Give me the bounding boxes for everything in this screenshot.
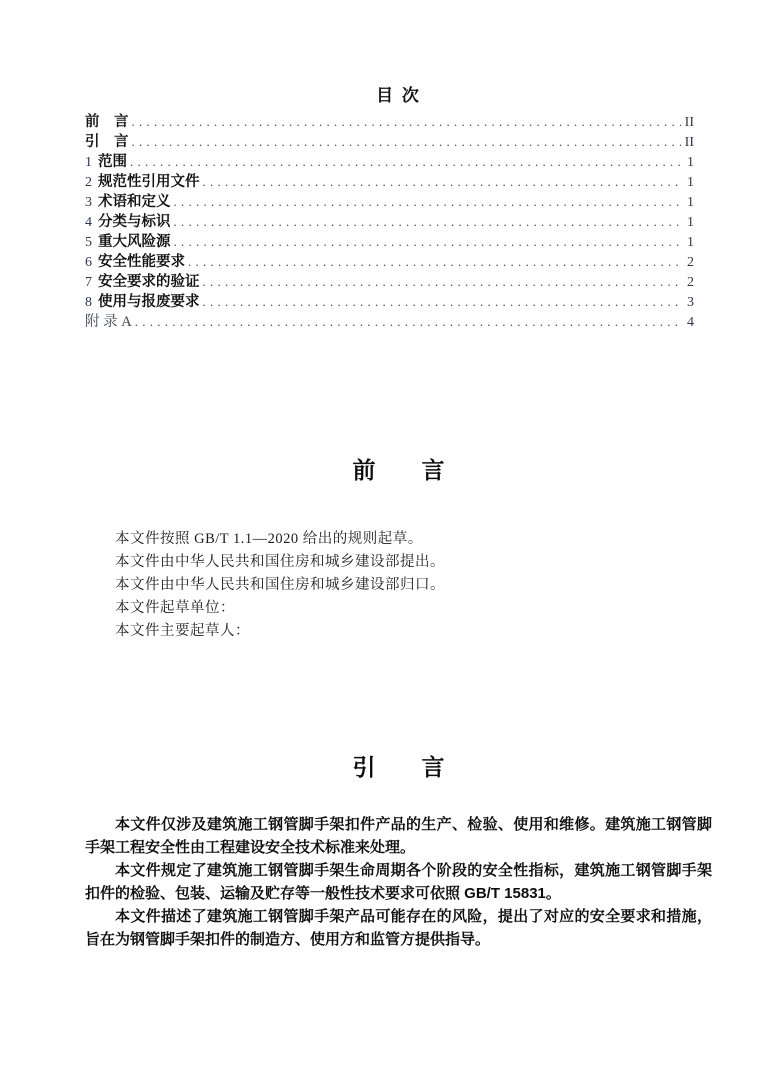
toc-entry-number: 7 — [85, 275, 92, 290]
toc-entry-number: 1 — [85, 155, 92, 170]
toc-entry — [85, 212, 694, 232]
toc-entry — [85, 312, 694, 332]
toc-entry-page: 1 — [687, 155, 694, 170]
toc-entry-label: 范围 — [98, 154, 127, 170]
toc-leader-dots — [188, 252, 683, 272]
introduction-paragraphs — [85, 813, 712, 951]
toc-leader-dots — [203, 172, 684, 192]
toc-entry-number: 3 — [85, 195, 92, 210]
toc-entry-number: 5 — [85, 235, 92, 250]
toc-entry — [85, 272, 694, 292]
toc-entry-label: 安全要求的验证 — [98, 274, 200, 290]
toc-entry-page: 1 — [687, 195, 694, 210]
toc-entry-page: 1 — [687, 215, 694, 230]
toc-entry-page: 3 — [687, 295, 694, 310]
toc-entry-page: 2 — [687, 255, 694, 270]
toc-entry-number: 2 — [85, 175, 92, 190]
toc-entry-label: 重大风险源 — [98, 234, 171, 250]
foreword-title: 前 言 — [352, 457, 445, 483]
toc-entry-page: 1 — [687, 175, 694, 190]
introduction-paragraph: 本文件仅涉及建筑施工钢管脚手架扣件产品的生产、检验、使用和维修。建筑施工钢管脚手架工程安全性由工程建设安全技术标准来处理。 — [85, 816, 712, 856]
toc-leader-dots — [203, 272, 684, 292]
toc-entry — [85, 152, 694, 172]
toc-entry-number: 8 — [85, 295, 92, 310]
toc-leader-dots — [132, 112, 681, 132]
toc-title: 目 次 — [376, 86, 421, 105]
toc-entry — [85, 112, 694, 132]
toc-entry-number: 4 — [85, 215, 92, 230]
introduction-paragraph: 本文件描述了建筑施工钢管脚手架产品可能存在的风险，提出了对应的安全要求和措施，旨在为钢管脚手架扣件的制造方、使用方和监管方提供指导。 — [85, 908, 712, 948]
toc-leader-dots — [174, 192, 684, 212]
toc-leader-dots — [174, 212, 684, 232]
toc-entry — [85, 232, 694, 252]
toc-entry-label: 使用与报废要求 — [98, 294, 200, 310]
toc-list — [85, 112, 712, 332]
foreword-line: 本文件由中华人民共和国住房和城乡建设部提出。 — [115, 554, 445, 570]
toc-entry — [85, 252, 694, 272]
toc-entry — [85, 172, 694, 192]
toc-entry — [85, 132, 694, 152]
toc-entry — [85, 292, 694, 312]
toc-entry-number: 6 — [85, 255, 92, 270]
foreword-line: 本文件由中华人民共和国住房和城乡建设部归口。 — [115, 577, 445, 593]
toc-entry-page: II — [684, 135, 694, 150]
toc-entry-page: 2 — [687, 275, 694, 290]
toc-entry-label: 分类与标识 — [98, 214, 171, 230]
toc-entry — [85, 192, 694, 212]
toc-entry-page: 1 — [687, 235, 694, 250]
toc-entry-label: 安全性能要求 — [98, 254, 185, 270]
foreword-line: 本文件起草单位： — [115, 600, 235, 616]
toc-entry-label: 引 言 — [85, 134, 129, 150]
introduction-paragraph: 本文件规定了建筑施工钢管脚手架生命周期各个阶段的安全性指标，建筑施工钢管脚手架扣件的检验、包装、运输及贮存等一般性技术要求可依照 GB/T 15831。 — [85, 862, 712, 902]
foreword-line: 本文件按照 GB/T 1.1—2020 给出的规则起草。 — [115, 531, 423, 547]
toc-entry-label: 前 言 — [85, 114, 129, 130]
toc-leader-dots — [203, 292, 684, 312]
foreword-paragraphs — [85, 528, 712, 643]
foreword-line: 本文件主要起草人： — [115, 623, 250, 639]
toc-leader-dots — [130, 152, 683, 172]
toc-entry-label: 术语和定义 — [98, 194, 171, 210]
toc-entry-label: 附 录 A — [85, 314, 132, 330]
toc-leader-dots — [174, 232, 684, 252]
toc-entry-label: 规范性引用文件 — [98, 174, 200, 190]
toc-leader-dots — [135, 312, 683, 332]
toc-leader-dots — [132, 132, 681, 152]
toc-entry-page: II — [684, 115, 694, 130]
toc-entry-page: 4 — [687, 315, 694, 330]
introduction-title: 引 言 — [352, 754, 445, 780]
